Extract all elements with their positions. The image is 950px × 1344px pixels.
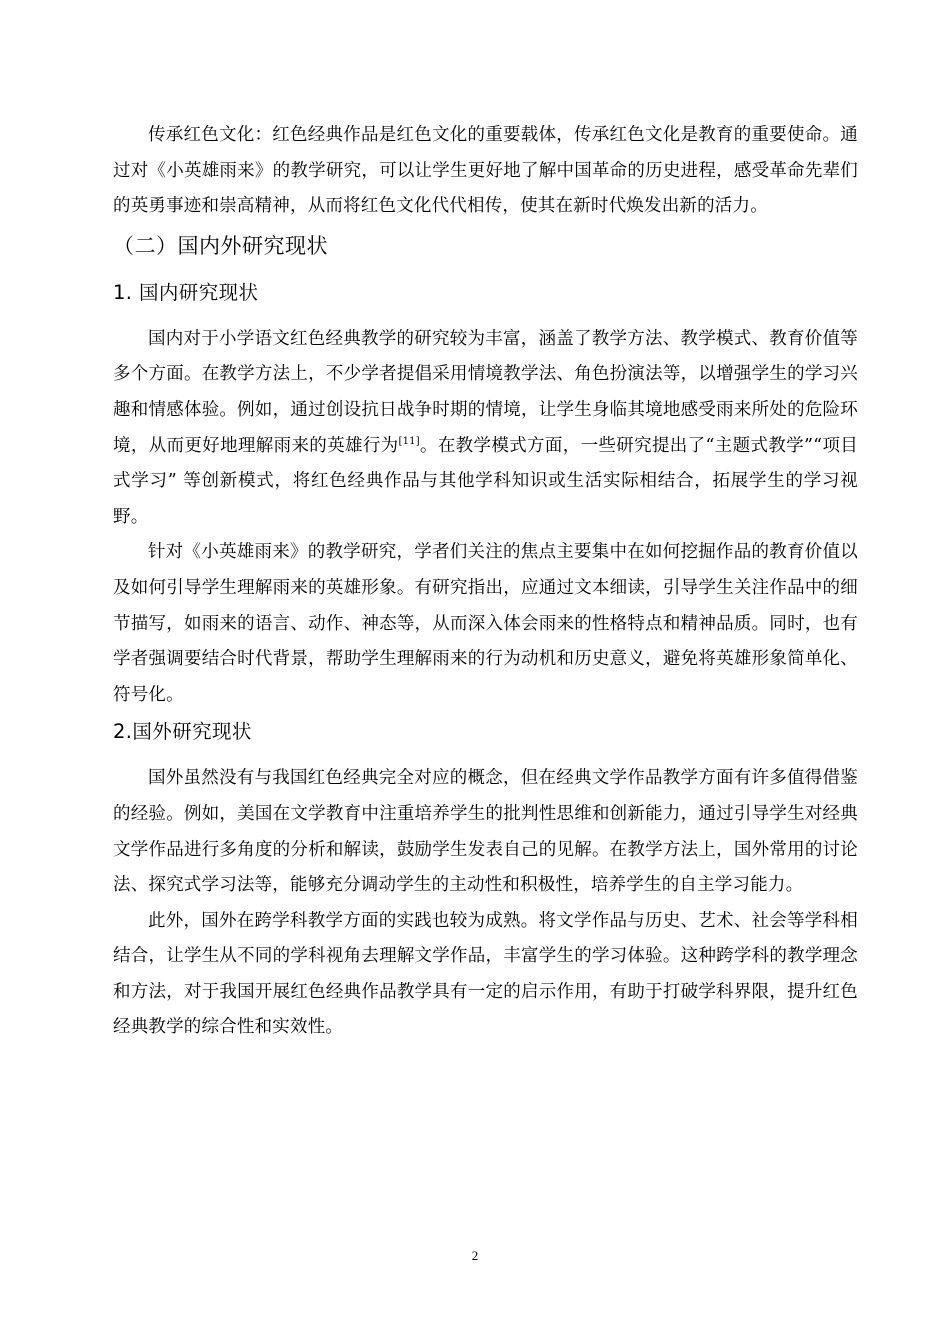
paragraph-domestic-2: 针对《小英雄雨来》的教学研究，学者们关注的焦点主要集中在如何挖掘作品的教育价值以及如何引导学生理解雨来的英雄形象。有研究指出，应通过文本细读，引导学生关注作品中的细节描写，如雨来的语言、动作、神态等，从而深入体会雨来的性格特点和精神品质。同时，也有学者强调要结合时代背景，帮助学生理解雨来的行为动机和历史意义，避免将英雄形象简单化、符号化。 <box>113 542 858 705</box>
paragraph-red-culture: 传承红色文化：红色经典作品是红色文化的重要载体，传承红色文化是教育的重要使命。通过对《小英雄雨来》的教学研究，可以让学生更好地了解中国革命的历史进程，感受革命先辈们的英勇事迹和崇高精神，从而将红色文化代代相传，使其在新时代焕发出新的活力。 <box>113 125 858 217</box>
paragraph-text: 。在教学模式方面，一些研究提出了“主题式教学”“项目式学习” 等创新模式，将红色经典作品与其他学科知识或生活实际相结合，拓展学生的学习视野。 <box>113 435 858 527</box>
citation-marker: [11] <box>398 435 420 447</box>
page-body <box>113 118 858 1046</box>
paragraph-text: 国内对于小学语文红色经典教学的研究较为丰富，涵盖了教学方法、教学模式、教育价值等多个方面。在教学方法上，不少学者提倡采用情境教学法、角色扮演法等，以增强学生的学习兴趣和情感体验。例如，通过创设抗日战争时期的情境，让学生身临其境地感受雨来所处的危险环境，从而更好地理解雨来的英雄行为 <box>113 328 858 456</box>
paragraph-foreign-2: 此外，国外在跨学科教学方面的实践也较为成熟。将文学作品与历史、艺术、社会等学科相结合，让学生从不同的学科视角去理解文学作品，丰富学生的学习体验。这种跨学科的教学理念和方法，对于我国开展红色经典作品教学具有一定的启示作用，有助于打破学科界限，提升红色经典教学的综合性和实效性。 <box>113 910 858 1038</box>
paragraph-foreign-1: 国外虽然没有与我国红色经典完全对应的概念，但在经典文学作品教学方面有许多值得借鉴的经验。例如，美国在文学教育中注重培养学生的批判性思维和创新能力，通过引导学生对经典文学作品进行多角度的分析和解读，鼓励学生发表自己的见解。在教学方法上，国外常用的讨论法、探究式学习法等，能够充分调动学生的主动性和积极性，培养学生的自主学习能力。 <box>113 768 858 896</box>
subsection-domestic-heading: 1. 国内研究现状 <box>113 280 259 304</box>
page-number: 2 <box>471 1248 479 1263</box>
paragraph-domestic-1 <box>113 322 858 536</box>
section-title: （二）国内外研究现状 <box>113 233 328 258</box>
subsection-foreign-heading: 2.国外研究现状 <box>113 720 252 744</box>
